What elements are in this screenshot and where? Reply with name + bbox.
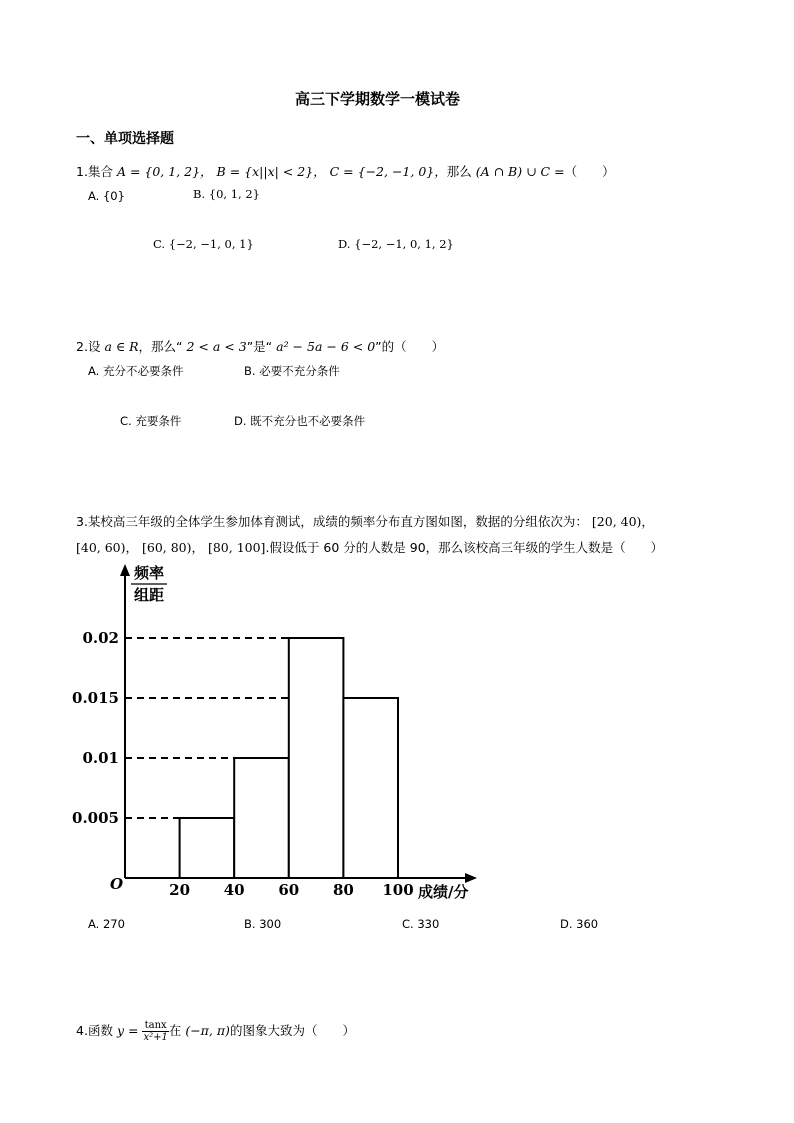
question-text: .假设低于 60 分的人数是 90，那么该校高三年级的学生人数是（ ） [265, 540, 664, 555]
fraction-denominator: x²+1 [143, 1032, 168, 1043]
y-label-bottom: 组距 [133, 586, 165, 604]
histogram-bar [289, 638, 344, 878]
answer-blank: （ ） [564, 164, 615, 179]
option-d: D. 既不充分也不必要条件 [234, 414, 366, 428]
question-text: 函数 [87, 1023, 113, 1038]
option-a: A. 充分不必要条件 [88, 364, 184, 378]
question-number: 2. [76, 339, 88, 354]
interval: (−π, π) [185, 1023, 230, 1038]
question-number: 1. [76, 164, 88, 179]
option-c: C. 330 [402, 917, 440, 931]
option-c: C. 充要条件 [120, 414, 182, 428]
y-tick-label: 0.005 [72, 809, 119, 827]
question-4 [76, 1020, 355, 1043]
question-text: 在 [168, 1023, 182, 1038]
option-c: C. {−2, −1, 0, 1} [153, 237, 254, 251]
set-c: C = {−2, −1, 0}， [329, 164, 447, 179]
inequality-1: 2 < a < 3 [186, 339, 247, 354]
x-axis-arrow [465, 873, 477, 883]
histogram-bar [180, 818, 235, 878]
histogram-chart [70, 558, 490, 903]
y-axis-arrow [120, 564, 130, 576]
x-axis-label: 成绩/分 [418, 883, 469, 901]
question-text: 设 [87, 339, 101, 354]
question-text: 集合 [87, 164, 113, 179]
set-expression: (A ∩ B) ∪ C = [475, 164, 565, 179]
y-label-top: 频率 [133, 564, 165, 582]
option-b: B. {0, 1, 2} [193, 187, 260, 201]
set-a: A = {0, 1, 2}， [116, 164, 213, 179]
question-text: ”的（ ） [375, 339, 445, 354]
page-title: 高三下学期数学一模试卷 [295, 90, 461, 108]
question-text: 3.某校高三年级的全体学生参加体育测试，成绩的频率分布直方图如图，数据的分组依次为： [76, 514, 588, 529]
y-tick-label: 0.015 [72, 689, 119, 707]
group-intervals: [40, 60)， [60, 80)， [80, 100] [76, 540, 266, 555]
histogram-bar [343, 698, 398, 878]
option-a: A. {0} [88, 189, 125, 203]
x-tick-label: 60 [278, 881, 300, 899]
x-tick-label: 40 [223, 881, 245, 899]
question-2 [76, 337, 444, 355]
origin-label: O [110, 875, 124, 893]
y-tick-label: 0.02 [82, 629, 119, 647]
x-tick-label: 100 [382, 881, 414, 899]
question-3-line-1 [76, 512, 654, 530]
option-d: D. {−2, −1, 0, 1, 2} [338, 237, 454, 251]
option-b: B. 必要不充分条件 [244, 364, 340, 378]
question-text: ”是“ [246, 339, 273, 354]
question-1 [76, 162, 615, 180]
question-text: 的图象大致为（ ） [229, 1023, 355, 1038]
group-interval: [20, 40)， [591, 514, 654, 529]
fraction-numerator: tanx [142, 1020, 168, 1032]
y-tick-label: 0.01 [82, 749, 119, 767]
x-tick-label: 20 [169, 881, 191, 899]
function-fraction [142, 1020, 168, 1043]
inequality-2: a² − 5a − 6 < 0 [276, 339, 376, 354]
x-tick-label: 80 [332, 881, 354, 899]
condition: a ∈ R [104, 339, 139, 354]
option-d: D. 360 [560, 917, 599, 931]
histogram-bar [234, 758, 289, 878]
question-text: ，那么“ [138, 339, 183, 354]
option-b: B. 300 [244, 917, 282, 931]
option-a: A. 270 [88, 917, 125, 931]
set-b: B = {x||x| < 2}， [216, 164, 326, 179]
question-number: 4. [76, 1023, 88, 1038]
question-text: 那么 [446, 164, 472, 179]
section-heading: 一、单项选择题 [76, 131, 174, 147]
function-y: y = [116, 1023, 139, 1038]
question-3-line-2 [76, 538, 663, 556]
